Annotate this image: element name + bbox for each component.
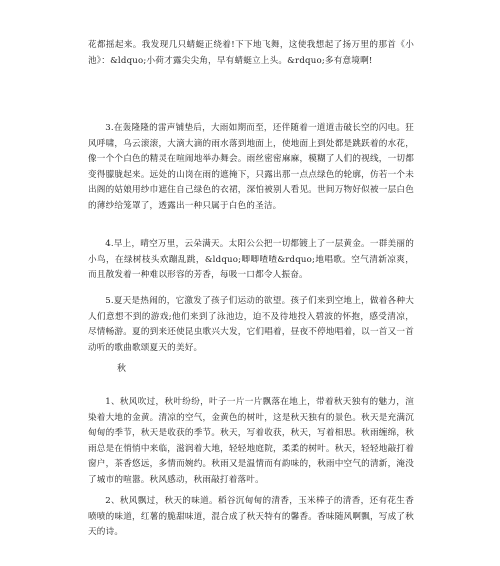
paragraph-summer-rain: 3.在轰隆隆的雷声铺垫后，大雨如期而至，还伴随着一道道击破长空的闪电。狂风呼啸，乌云滚滚，大滴大滴的雨水落到地面上，使地面上到处都是跳跃着的水花，像一个个白色的精灵在喧闹地举办舞会。雨丝密密麻麻，模糊了人们的视线，一切都变得朦胧起来。远处的山岗在雨的遮掩下，只露出那一点点绿色的轮廓，仿若一个未出阁的姑娘用纱巾遮住自己绿色的衣裙，深怕被别人看见。世间万物好似被一层白色的薄纱给笼罩了，透露出一种只属于白色的圣洁。 [88, 123, 414, 211]
paragraph-autumn-taste: 2、秋风飘过，秋天的味道。稻谷沉甸甸的清香，玉米棒子的清香，还有花生香喷喷的味道，红薯的脆甜味道，混合成了秋天特有的馨香。香味随风啊飘，写成了秋天的诗。 [88, 496, 414, 537]
paragraph-summer-dragonfly: 花都摇起来。我发现几只蜻蜓正绕着!下下地飞舞，这使我想起了扬万里的那首《小池》：&ldquo;小荷才露尖尖角，早有蜻蜓立上头。&rdquo;多有意境啊! [88, 40, 414, 66]
paragraph-autumn-wind: 1、秋风吹过，秋叶纷纷，叶子一片一片飘落在地上，带着秋天独有的魅力，渲染着大地的金黄。清凉的空气，金黄色的树叶，这是秋天独有的景色。秋天是充满沉甸甸的季节，秋天是收获的季节。秋天，写着收获，秋天，写着相思。秋雨缠绵，秋雨总是在悄悄中来临，滋润着大地，轻轻地庭院，柔柔的树叶。秋天，轻轻地敲打着窗户，茶香悠远，多情而婉约。秋雨又是温情而有韵味的，秋雨中空气的清新，淹没了城市的喧嚣。秋风感动，秋雨敲打着落叶。 [88, 397, 414, 485]
section-heading-autumn: 秋 [117, 364, 127, 374]
paragraph-summer-morning: 4.早上，晴空万里，云朵满天。太阳公公把一切都镀上了一层黄金。一群美丽的小鸟，在绿树枝头欢蹦乱跳，&ldquo;唧唧喳喳&rdquo;地唱歌。空气清新凉爽，而且散发着一种难以形容的芳香，每吸一口都令人振奋。 [88, 239, 414, 280]
paragraph-summer-lively: 5.夏天是热闹的，它激发了孩子们运动的欲望。孩子们来到空地上，做着各种大人们意想不到的游戏;他们来到了泳池边，迫不及待地投入碧波的怀抱，感受清凉，尽情畅游。夏的到来还使昆虫歌兴大发，它们唱着，昼夜不停地唱着，以一首又一首动听的歌曲歌颂夏天的美好。 [88, 296, 414, 353]
